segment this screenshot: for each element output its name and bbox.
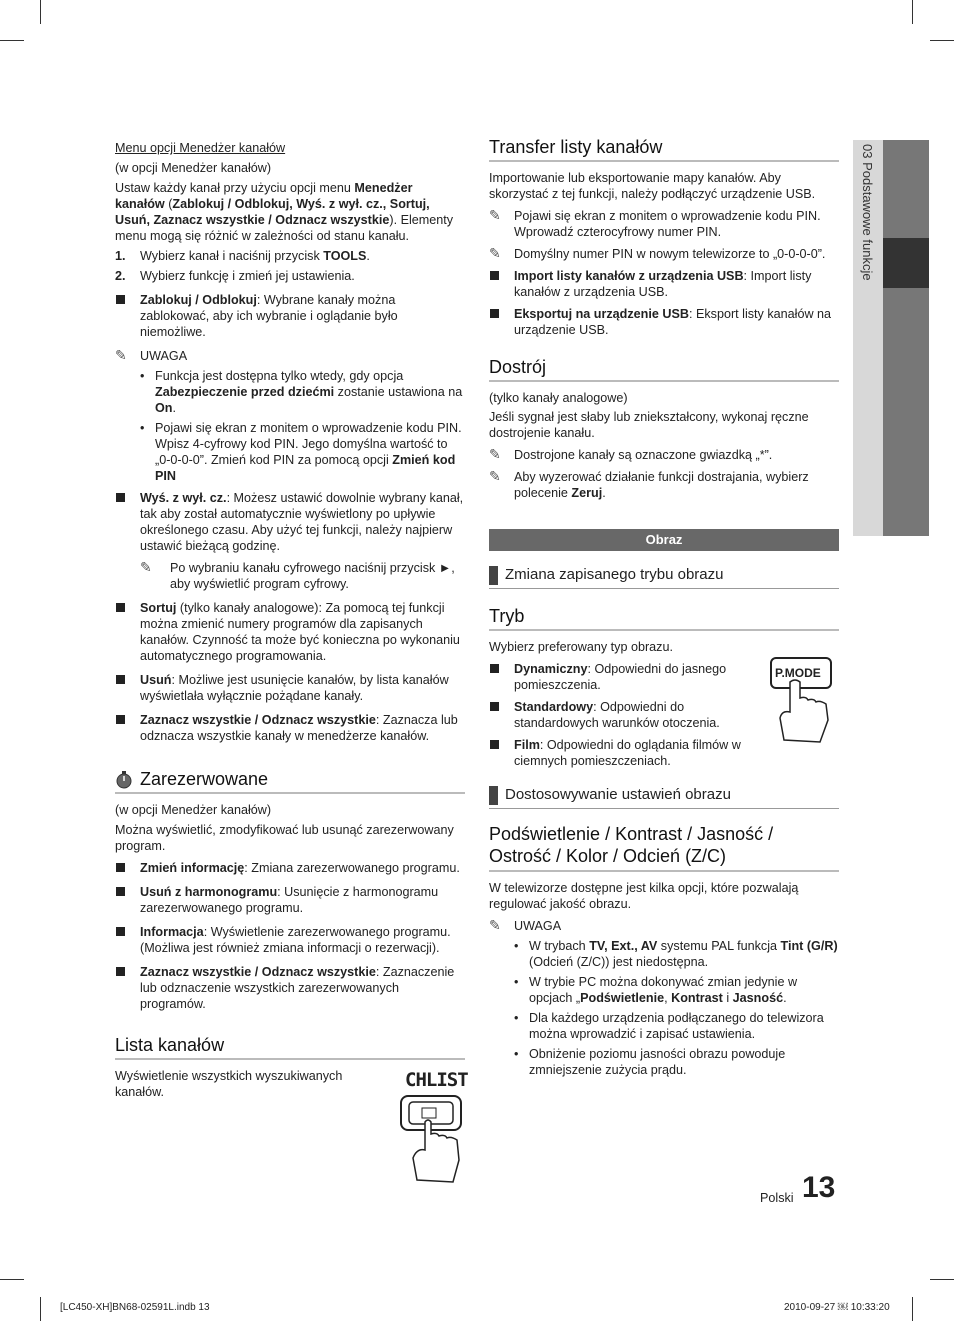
chlist-label: CHLIST (405, 1069, 468, 1091)
tune-heading: Dostrój (489, 356, 839, 382)
tune-context: (tylko kanały analogowe) (489, 391, 628, 405)
pencil-icon: ✎ (115, 347, 127, 363)
reserved-heading: Zarezerwowane (115, 768, 465, 794)
sort-item: Sortuj (tylko kanały analogowe): Za pomocą tej funkcji można zmienić numery programów dla zapisanych kanałów. Czynność ta może być konieczna po wykonaniu automatycznego programowania. (115, 600, 465, 664)
note-bullet-1: • Funkcja jest dostępna tylko wtedy, gdy opcja Zabezpieczenie przed dziećmi zostanie ustawiona na On. (115, 368, 465, 416)
page-language: Polski (760, 1191, 794, 1205)
pmode-label: P.MODE (775, 666, 821, 680)
backlight-heading: Podświetlenie / Kontrast / Jasność / Ostrość / Kolor / Odcień (Z/C) (489, 823, 839, 872)
pencil-icon: ✎ (489, 245, 501, 261)
reserved-item-4: Zaznacz wszystkie / Odznacz wszystkie: Zaznaczenie lub odznaczenie wszystkich zarezerwowanych programów. (115, 964, 465, 1012)
select-all-item: Zaznacz wszystkie / Odznacz wszystkie: Zaznacza lub odznacza wszystkie kanały w menedżerze kanałów. (115, 712, 465, 744)
delete-item: Usuń: Możliwe jest usunięcie kanałów, by lista kanałów wyświetlała wyłącznie pożądane kanały. (115, 672, 465, 704)
chapter-tab (853, 140, 929, 536)
crop-mark (912, 1297, 913, 1321)
reserved-item-3: Informacja: Wyświetlenie zarezerwowanego programu. (Możliwa jest również zmiana informacji o rezerwacji). (115, 924, 465, 956)
footer-file: [LC450-XH]BN68-02591L.indb 13 (60, 1302, 210, 1313)
channel-list-text: Wyświetlenie wszystkich wyszukiwanych kanałów. (115, 1069, 343, 1099)
pmode-button-illustration (768, 656, 840, 744)
pencil-icon: ✎ (489, 207, 501, 223)
mode-standard: Standardowy: Odpowiedni do standardowych warunków otoczenia. (489, 699, 754, 731)
mode-text: Wybierz preferowany typ obrazu. (489, 640, 673, 654)
note-bullet-2: • Pojawi się ekran z monitem o wprowadzenie kodu PIN. Wpisz 4-cyfrowy kod PIN. Jego domyślna wartość to „0-0-0-0”. Zmień kod PIN za pomocą opcji Zmień kod PIN (115, 420, 465, 484)
pencil-icon: ✎ (489, 468, 501, 484)
page-number: 13 (802, 1171, 836, 1204)
reserved-intro: Można wyświetlić, zmodyfikować lub usunąć zarezerwowany program. (115, 823, 454, 853)
backlight-bullet-2: • W trybie PC można dokonywać zmian jedynie w opcjach „Podświetlenie, Kontrast i Jasność. (489, 974, 839, 1006)
mode-dynamic: Dynamiczny: Odpowiedni do jasnego pomieszczenia. (489, 661, 754, 693)
picture-section-bar: Obraz (489, 529, 839, 551)
mode-film: Film: Odpowiedni do oglądania filmów w ciemnych pomieszczeniach. (489, 737, 754, 769)
step-1: 1. Wybierz kanał i naciśnij przycisk TOOLS. (115, 249, 370, 263)
transfer-heading: Transfer listy kanałów (489, 136, 839, 162)
chlist-button-illustration (395, 1070, 467, 1185)
timer-item: Wyś. z wył. cz.: Możesz ustawić dowolnie wybrany kanał, tak aby został automatycznie wyświetlony po upływie określonego czasu. Aby użyć tej funkcji, należy najpierw ustawić bieżącą godzinę. (115, 490, 465, 554)
adjust-subheading: Dostosowywanie ustawień obrazu (489, 785, 839, 809)
note-header: ✎ UWAGA (115, 347, 188, 363)
crop-mark (930, 1279, 954, 1280)
menu-context: (w opcji Menedżer kanałów) (115, 161, 272, 175)
menu-intro: Ustaw każdy kanał przy użyciu opcji menu Menedżer kanałów (Zablokuj / Odblokuj, Wyś. z wył. cz., Sortuj, Usuń, Zaznacz wszystkie / Odznacz wszystkie). Elementy menu mogą się różnić w zależności od stanu kanału. (115, 181, 454, 243)
crop-mark (40, 0, 41, 24)
crop-mark (0, 40, 24, 41)
crop-mark (912, 0, 913, 24)
backlight-bullet-3: • Dla każdego urządzenia podłączanego do telewizora można wprowadzić i zapisać ustawienia. (489, 1010, 839, 1042)
import-item: Import listy kanałów z urządzenia USB: Import listy kanałów z urządzenia USB. (489, 268, 839, 300)
mode-heading: Tryb (489, 605, 839, 631)
timer-icon (115, 771, 133, 789)
chapter-tab-label: 03 Podstawowe funkcje (860, 144, 875, 281)
menu-options-title: Menu opcji Menedżer kanałów (115, 141, 286, 155)
lock-item: Zablokuj / Odblokuj: Wybrane kanały można zablokować, aby ich wybranie i oglądanie było niemożliwe. (115, 292, 465, 340)
tune-text: Jeśli sygnał jest słaby lub zniekształcony, wykonaj ręczne dostrojenie kanału. (489, 410, 809, 440)
right-column (489, 136, 839, 1078)
timer-note: ✎ Po wybraniu kanału cyfrowego naciśnij przycisk ►, aby wyświetlić program cyfrowy. (140, 559, 455, 591)
pencil-icon: ✎ (489, 446, 501, 462)
pencil-icon: ✎ (489, 917, 501, 933)
crop-mark (930, 40, 954, 41)
crop-mark (40, 1297, 41, 1321)
backlight-bullet-4: • Obniżenie poziomu jasności obrazu powoduje zmniejszenie zużycia prądu. (489, 1046, 839, 1078)
reserved-item-2: Usuń z harmonogramu: Usunięcie z harmonogramu zarezerwowanego programu. (115, 884, 465, 916)
crop-mark (0, 1279, 24, 1280)
tune-note-1: ✎ Dostrojone kanały są oznaczone gwiazdką „*”. (489, 446, 773, 462)
pencil-icon: ✎ (140, 559, 152, 575)
hand-press-icon (395, 1070, 467, 1185)
step-2: 2. Wybierz funkcję i zmień jej ustawienia. (115, 269, 355, 283)
change-mode-subheading: Zmiana zapisanego trybu obrazu (489, 565, 839, 589)
channel-list-heading: Lista kanałów (115, 1034, 465, 1060)
export-item: Eksportuj na urządzenie USB: Eksport listy kanałów na urządzenie USB. (489, 306, 839, 338)
transfer-note-2: ✎ Domyślny numer PIN w nowym telewizorze to „0-0-0-0”. (489, 245, 826, 261)
transfer-note-1: ✎ Pojawi się ekran z monitem o wprowadzenie kodu PIN. Wprowadź czterocyfrowy numer PIN. (489, 207, 821, 239)
chapter-tab-band (883, 140, 929, 536)
reserved-item-1: Zmień informację: Zmiana zarezerwowanego programu. (115, 860, 465, 876)
backlight-note-header: ✎ UWAGA (489, 917, 562, 933)
reserved-context: (w opcji Menedżer kanałów) (115, 803, 272, 817)
footer-timestamp: 2010-09-27 ￼ 10:33:20 (784, 1302, 890, 1313)
tune-note-2: ✎ Aby wyzerować działanie funkcji dostrajania, wybierz polecenie Zeruj. (489, 468, 809, 500)
backlight-text: W telewizorze dostępne jest kilka opcji, które pozwalają regulować jakość obrazu. (489, 881, 799, 911)
transfer-text: Importowanie lub eksportowanie mapy kanałów. Aby skorzystać z tej funkcji, należy podłączyć urządzenie USB. (489, 171, 816, 201)
chapter-tab-marker (883, 238, 929, 288)
left-column (115, 136, 465, 1100)
backlight-bullet-1: • W trybach TV, Ext., AV systemu PAL funkcja Tint (G/R) (Odcień (Z/C)) jest niedostępna. (489, 938, 839, 970)
